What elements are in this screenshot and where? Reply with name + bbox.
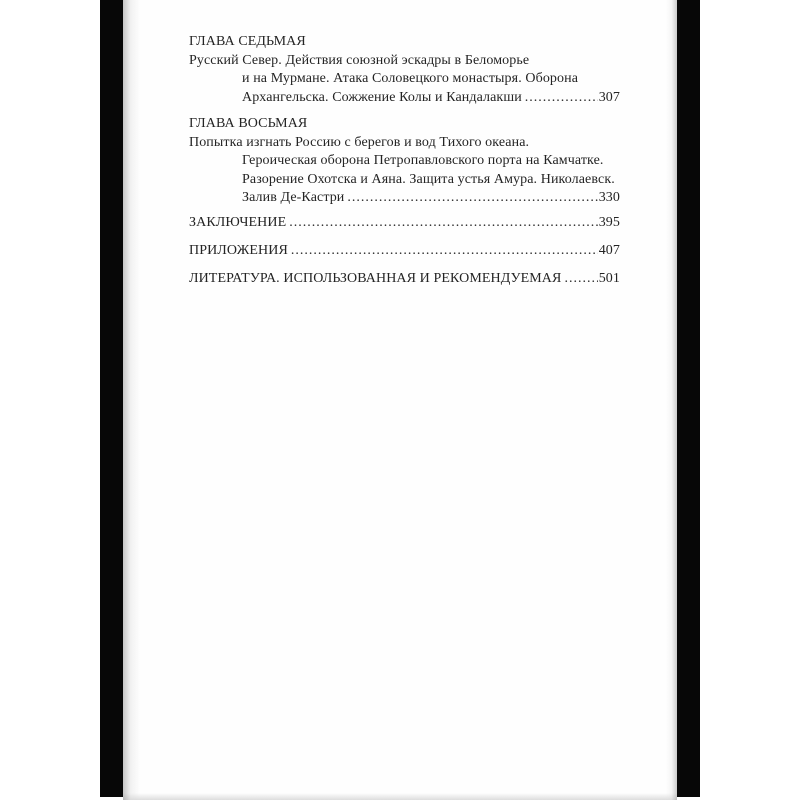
page-number: 395 — [598, 214, 620, 230]
section-label: ПРИЛОЖЕНИЯ — [189, 242, 288, 258]
toc-entry-chapter-seven — [189, 33, 620, 107]
right-frame-bar — [677, 0, 700, 797]
table-of-contents — [189, 33, 620, 288]
book-page — [123, 0, 677, 800]
chapter-heading: ГЛАВА ВОСЬМАЯ — [189, 116, 308, 131]
dot-leader — [289, 214, 597, 233]
page-number: 501 — [598, 270, 620, 286]
toc-entry-conclusion — [189, 214, 620, 233]
page-number: 307 — [598, 89, 620, 105]
dot-leader — [564, 270, 597, 289]
dot-leader — [525, 89, 598, 108]
toc-entry-chapter-eight — [189, 115, 620, 208]
chapter-description-line: Героическая оборона Петропавловского порта на Камчатке. — [242, 153, 604, 168]
page-number: 407 — [598, 242, 620, 258]
toc-entry-appendices — [189, 242, 620, 261]
chapter-description-line: Попытка изгнать Россию с берегов и вод Тихого океана. — [189, 134, 530, 150]
page-number: 330 — [598, 190, 620, 205]
chapter-description-line: Русский Север. Действия союзной эскадры в Беломорье — [189, 52, 530, 68]
section-label: ЛИТЕРАТУРА. ИСПОЛЬЗОВАННАЯ И РЕКОМЕНДУЕМАЯ — [189, 270, 562, 286]
chapter-description-line — [189, 89, 620, 108]
chapter-description-line: Разорение Охотска и Аяна. Защита устья Амура. Николаевск. — [242, 171, 615, 187]
section-label: ЗАКЛЮЧЕНИЕ — [189, 214, 287, 230]
left-frame-bar — [100, 0, 123, 797]
chapter-description-text: Архангельска. Сожжение Колы и Кандалакши — [242, 89, 522, 105]
dot-leader — [347, 189, 597, 208]
chapter-description-line: и на Мурмане. Атака Соловецкого монастыря. Оборона — [242, 71, 579, 86]
chapter-description-text: Залив Де-Кастри — [242, 190, 345, 205]
chapter-description-line — [189, 189, 620, 208]
toc-entry-literature — [189, 270, 620, 289]
dot-leader — [291, 242, 598, 261]
chapter-heading: ГЛАВА СЕДЬМАЯ — [189, 34, 306, 49]
